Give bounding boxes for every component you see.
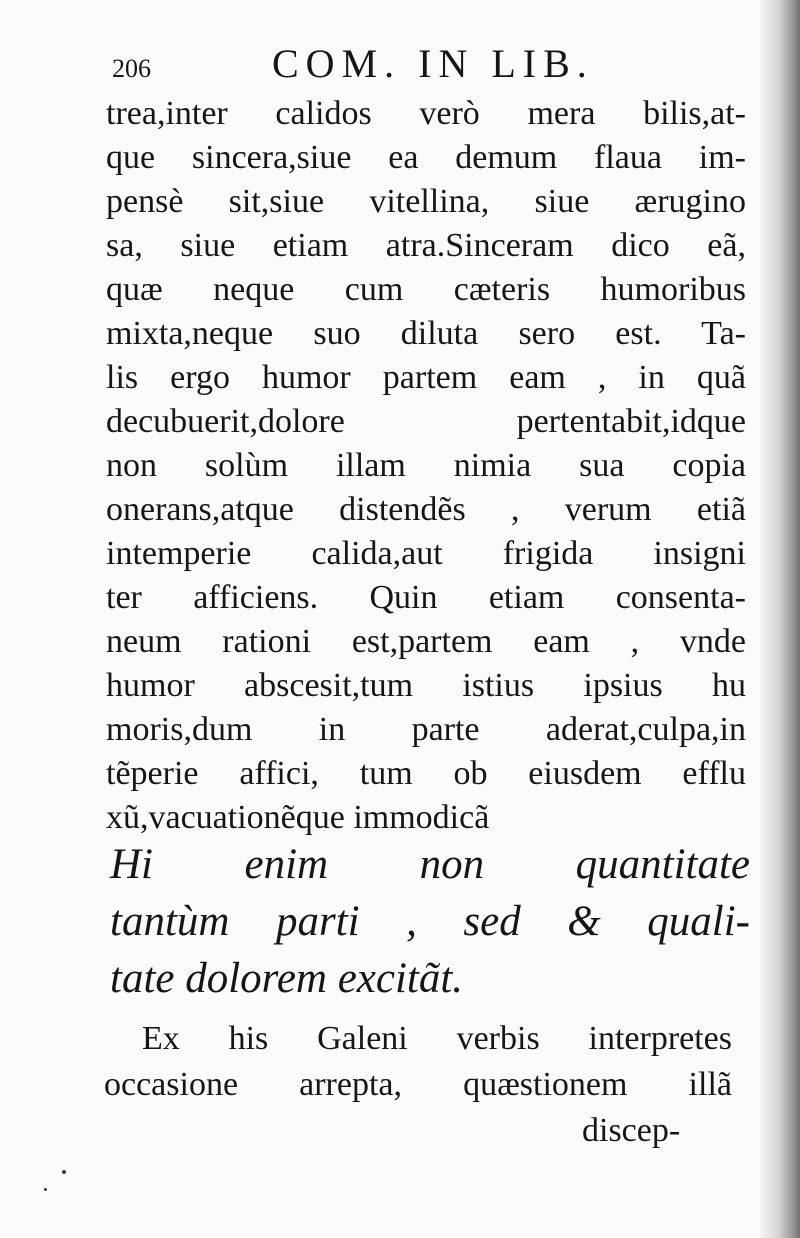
- page-header: [112, 40, 672, 94]
- catchword: discep-: [582, 1112, 681, 1149]
- text-line: que sincera,siue ea demum flaua im-: [106, 139, 746, 176]
- page-number: 206: [112, 54, 151, 83]
- italic-line: tantùm parti , sed & quali-: [110, 898, 750, 945]
- ink-speck: [44, 1188, 47, 1191]
- text-line: neum rationi est,partem eam , vnde: [106, 623, 746, 660]
- text-line: non solùm illam nimia sua copia: [106, 447, 746, 484]
- text-line: humor abscesit,tum istius ipsius hu: [106, 667, 746, 704]
- text-line: xũ,vacuationẽque immodicã: [106, 799, 490, 836]
- text-line: lis ergo humor partem eam , in quã: [106, 359, 746, 396]
- text-line: trea,inter calidos verò mera bilis,at-: [106, 95, 746, 132]
- text-line: pensè sit,siue vitellina, siue ærugino: [106, 183, 746, 220]
- text-line: onerans,atque distendẽs , verum etiã: [106, 491, 746, 528]
- text-line: mixta,neque suo diluta sero est. Ta-: [106, 315, 746, 352]
- text-line: sa, siue etiam atra.Sinceram dico eã,: [106, 227, 746, 264]
- italic-line: Hi enim non quantitate: [110, 841, 750, 888]
- body-text: [106, 92, 746, 840]
- text-line: intemperie calida,aut frigida insigni: [106, 535, 746, 572]
- text-line: tẽperie affici, tum ob eiusdem efflu: [106, 755, 746, 792]
- paragraph-line: Ex his Galeni verbis interpretes: [142, 1020, 732, 1057]
- running-head: COM. IN LIB.: [272, 41, 594, 86]
- text-line: moris,dum in parte aderat,culpa,in: [106, 711, 746, 748]
- text-line: quæ neque cum cæteris humoribus: [106, 271, 746, 308]
- text-line: ter afficiens. Quin etiam consenta-: [106, 579, 746, 616]
- italic-quotation: [110, 836, 750, 1007]
- paragraph-line: occasione arrepta, quæstionem illã: [104, 1066, 732, 1103]
- paragraph: [104, 1016, 732, 1108]
- ink-speck: [62, 1170, 66, 1174]
- italic-line: tate dolorem excitãt.: [110, 955, 464, 1002]
- text-line: decubuerit,dolore pertentabit,idque: [106, 403, 746, 440]
- page-edge-shadow: [760, 0, 800, 1238]
